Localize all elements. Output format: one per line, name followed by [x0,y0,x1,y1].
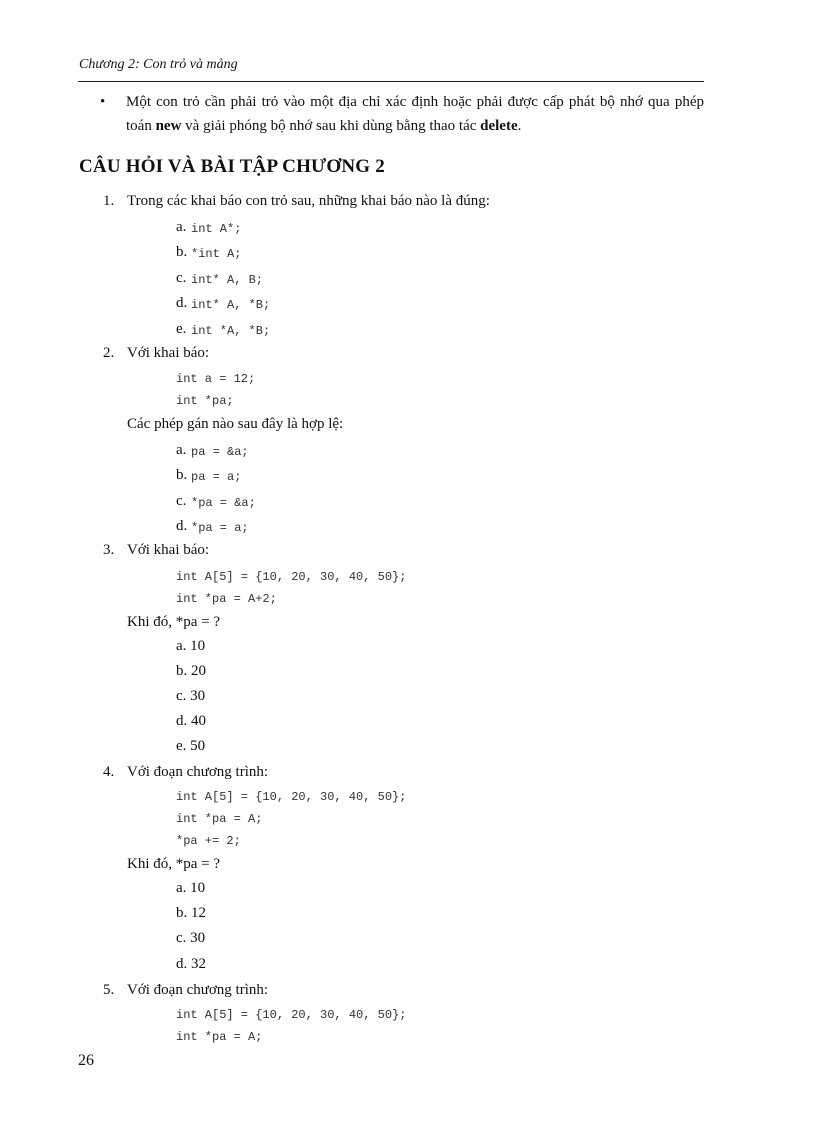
option-code: int A*; [191,222,242,236]
option-item: b. 12 [176,905,206,921]
option-code: *pa = &a; [191,496,256,510]
code-line: int *pa = A; [176,1030,263,1044]
option-code: int *A, *B; [191,324,271,338]
code-line: int *pa = A; [176,812,263,826]
bullet-dot: • [100,94,106,110]
option-label: c. [176,270,187,286]
keyword-new: new [155,118,182,134]
header-rule [78,81,704,82]
question-number: 5. [103,982,115,998]
question-text: Với khai báo: [127,345,210,361]
option-item: a. 10 [176,638,206,654]
option-code: int* A, B; [191,273,264,287]
question-text: Trong các khai báo con trỏ sau, những khai báo nào là đúng: [127,193,490,209]
code-line: int *pa; [176,394,234,408]
page-number: 26 [78,1052,94,1069]
code-line: int A[5] = {10, 20, 30, 40, 50}; [176,1008,407,1022]
option-label: b. [176,244,188,260]
option-code: *int A; [191,247,242,261]
question-number: 3. [103,542,115,558]
option-item: d. 40 [176,713,206,729]
option-label: c. [176,493,187,509]
option-label: a. [176,219,187,235]
option-code: int* A, *B; [191,298,271,312]
code-line: int A[5] = {10, 20, 30, 40, 50}; [176,570,407,584]
intro-bullet [100,90,704,138]
keyword-delete: delete [480,118,518,134]
intro-bullet-text: Một con trỏ cần phải trỏ vào một địa chỉ xác định hoặc phải được cấp phát bộ nhớ qua phép toán new và giải phóng bộ nhớ sau khi dùng bằng thao tác delete. [126,94,704,134]
option-label: e. [176,321,187,337]
option-item: c. 30 [176,930,206,946]
code-line: int a = 12; [176,372,256,386]
option-label: a. [176,442,187,458]
option-item: e. 50 [176,738,206,754]
option-item: d. 32 [176,956,206,972]
option-item: a. 10 [176,880,206,896]
question-number: 2. [103,345,115,361]
question-text: Với khai báo: [127,542,210,558]
code-line: int *pa = A+2; [176,592,277,606]
option-label: d. [176,295,188,311]
question-number: 4. [103,764,115,780]
running-header: Chương 2: Con trỏ và mảng [79,57,238,72]
question-subtext: Khi đó, *pa = ? [127,614,221,630]
section-title: CÂU HỎI VÀ BÀI TẬP CHƯƠNG 2 [79,156,385,177]
question-subtext: Khi đó, *pa = ? [127,856,221,872]
option-label: d. [176,518,188,534]
option-label: b. [176,467,188,483]
option-code: pa = a; [191,470,242,484]
question-text: Với đoạn chương trình: [127,764,269,780]
code-line: int A[5] = {10, 20, 30, 40, 50}; [176,790,407,804]
code-line: *pa += 2; [176,834,241,848]
option-code: *pa = a; [191,521,249,535]
question-text: Với đoạn chương trình: [127,982,269,998]
option-code: pa = &a; [191,445,249,459]
question-number: 1. [103,193,115,209]
question-subtext: Các phép gán nào sau đây là hợp lệ: [127,416,344,432]
option-item: c. 30 [176,688,206,704]
option-item: b. 20 [176,663,206,679]
